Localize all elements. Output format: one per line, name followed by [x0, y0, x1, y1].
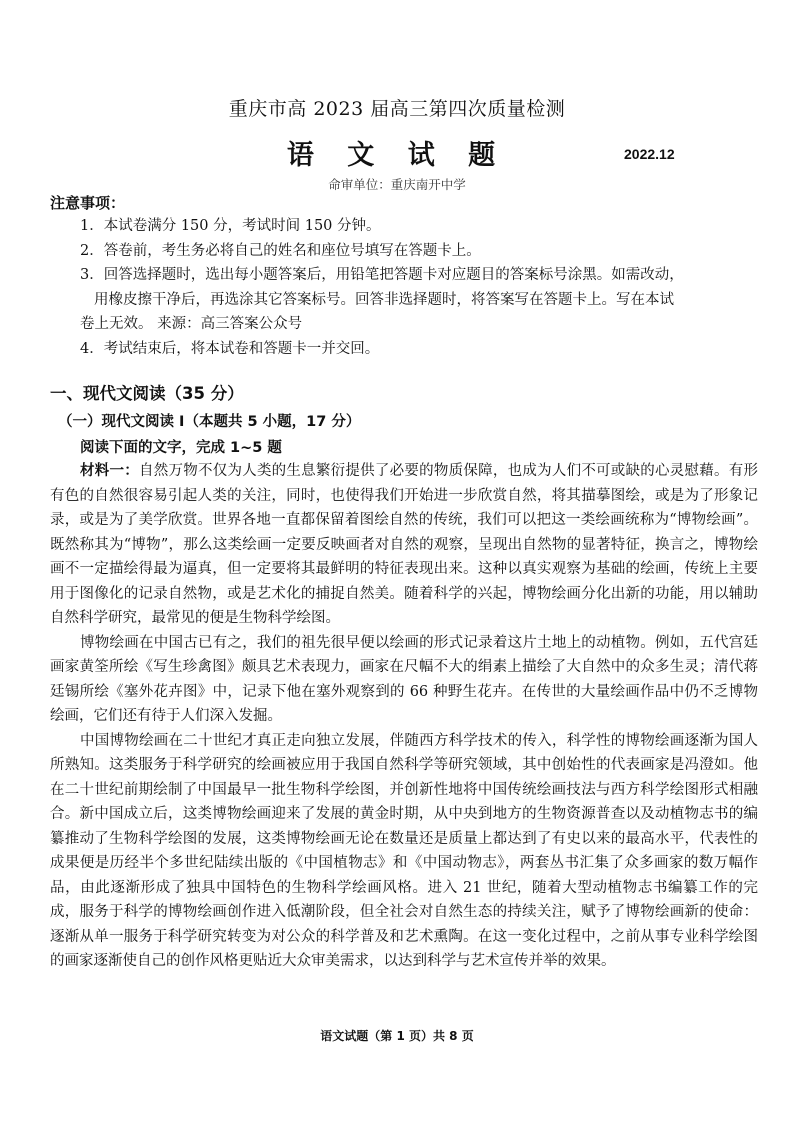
exam-title: 重庆市高 2023 届高三第四次质量检测 — [228, 98, 566, 120]
section-title: 一、现代文阅读（35 分） — [50, 384, 244, 403]
subject-title: 语 文 试 题 — [286, 140, 508, 171]
material-label: 材料一： — [80, 463, 139, 479]
page-footer: 语文试题（第 1 页）共 8 页 — [320, 1029, 474, 1043]
notice-item-continued: 用橡皮擦干净后，再选涂其它答案标号。回答非选择题时，将答案写在答题卡上。写在本试 — [94, 291, 674, 308]
reading-passage — [50, 459, 758, 974]
subsection-title: （一）现代文阅读 I（本题共 5 小题，17 分） — [58, 414, 361, 430]
notice-list — [50, 214, 754, 361]
notice-item: 4．考试结束后，将本试卷和答题卡一并交回。 — [80, 340, 380, 357]
notice-item: 1．本试卷满分 150 分，考试时间 150 分钟。 — [80, 218, 381, 234]
passage-paragraph — [50, 459, 758, 631]
exam-date: 2022.12 — [624, 146, 675, 162]
notice-item: 3．回答选择题时，选出每小题答案后，用铅笔把答题卡对应题目的答案标号涂黑。如需改动， — [80, 267, 684, 283]
paragraph-text: 自然万物不仅为人类的生息繁衍提供了必要的物质保障，也成为人们不可或缺的心灵慰藉。有形有色的自然很容易引起人类的关注，同时，也使得我们开始进一步欣赏自然，将其描摹图绘，或是为了形象记录，或是为了美学欣赏。世界各地一直都保留着图绘自然的传统，我们可以把这一类绘画统称为“博物绘画”。既然称其为“博物”，那么这类绘画一定要反映画者对自然的观察，呈现出自然物的显著特征，换言之，博物绘画不一定描绘得最为逼真，但一定要将其最鲜明的特征表现出来。这种以真实观察为基础的绘画，传统上主要用于图像化的记录自然物，或是艺术化的捕捉自然美。随着科学的兴起，博物绘画分化出新的功能，用以辅助自然科学研究，最常见的便是生物科学绘图。 — [50, 463, 759, 626]
reading-instruction: 阅读下面的文字，完成 1~5 题 — [80, 440, 282, 456]
setter-line: 命审单位：重庆南开中学 — [328, 177, 466, 192]
passage-paragraph: 中国博物绘画在二十世纪才真正走向独立发展，伴随西方科学技术的传入，科学性的博物绘画逐渐为国人所熟知。这类服务于科学研究的绘画被应用于我国自然科学等研究领域，其中创始性的代表画家是冯澄如。他在二十世纪前期绘制了中国最早一批生物科学绘图，并创新性地将中国传统绘画技法与西方科学绘图形式相融合。新中国成立后，这类博物绘画迎来了发展的黄金时期，从中央到地方的生物资源普查以及动植物志书的编纂推动了生物科学绘图的发展，这类博物绘画无论在数量还是质量上都达到了有史以来的最高水平，代表性的成果便是历经半个多世纪陆续出版的《中国植物志》和《中国动物志》，两套丛书汇集了众多画家的数万幅作品，由此逐渐形成了独具中国特色的生物科学绘画风格。进入 21 世纪，随着大型动植物志书编纂工作的完成，服务于科学的博物绘画创作进入低潮阶段，但全社会对自然生态的持续关注，赋予了博物绘画新的使命：逐渐从单一服务于科学研究转变为对公众的科学普及和艺术熏陶。在这一变化过程中，之前从事专业科学绘图的画家逐渐使自己的创作风格更贴近大众审美需求，以达到科学与艺术宣传并举的效果。 — [50, 732, 758, 969]
notice-item-continued: 卷上无效。 来源：高三答案公众号 — [80, 316, 303, 332]
notice-heading: 注意事项： — [50, 194, 126, 212]
passage-paragraph: 博物绘画在中国古已有之，我们的祖先很早便以绘画的形式记录着这片土地上的动植物。例如，五代宫廷画家黄筌所绘《写生珍禽图》颇具艺术表现力，画家在尺幅不大的绢素上描绘了大自然中的众多生灵；清代蒋廷锡所绘《塞外花卉图》中，记录下他在塞外观察到的 66 种野生花卉。在传世的大量绘画作品中仍不乏博物绘画，它们还有待于人们深入发掘。 — [50, 634, 758, 724]
notice-item: 2．答卷前，考生务必将自己的姓名和座位号填写在答题卡上。 — [80, 242, 481, 259]
